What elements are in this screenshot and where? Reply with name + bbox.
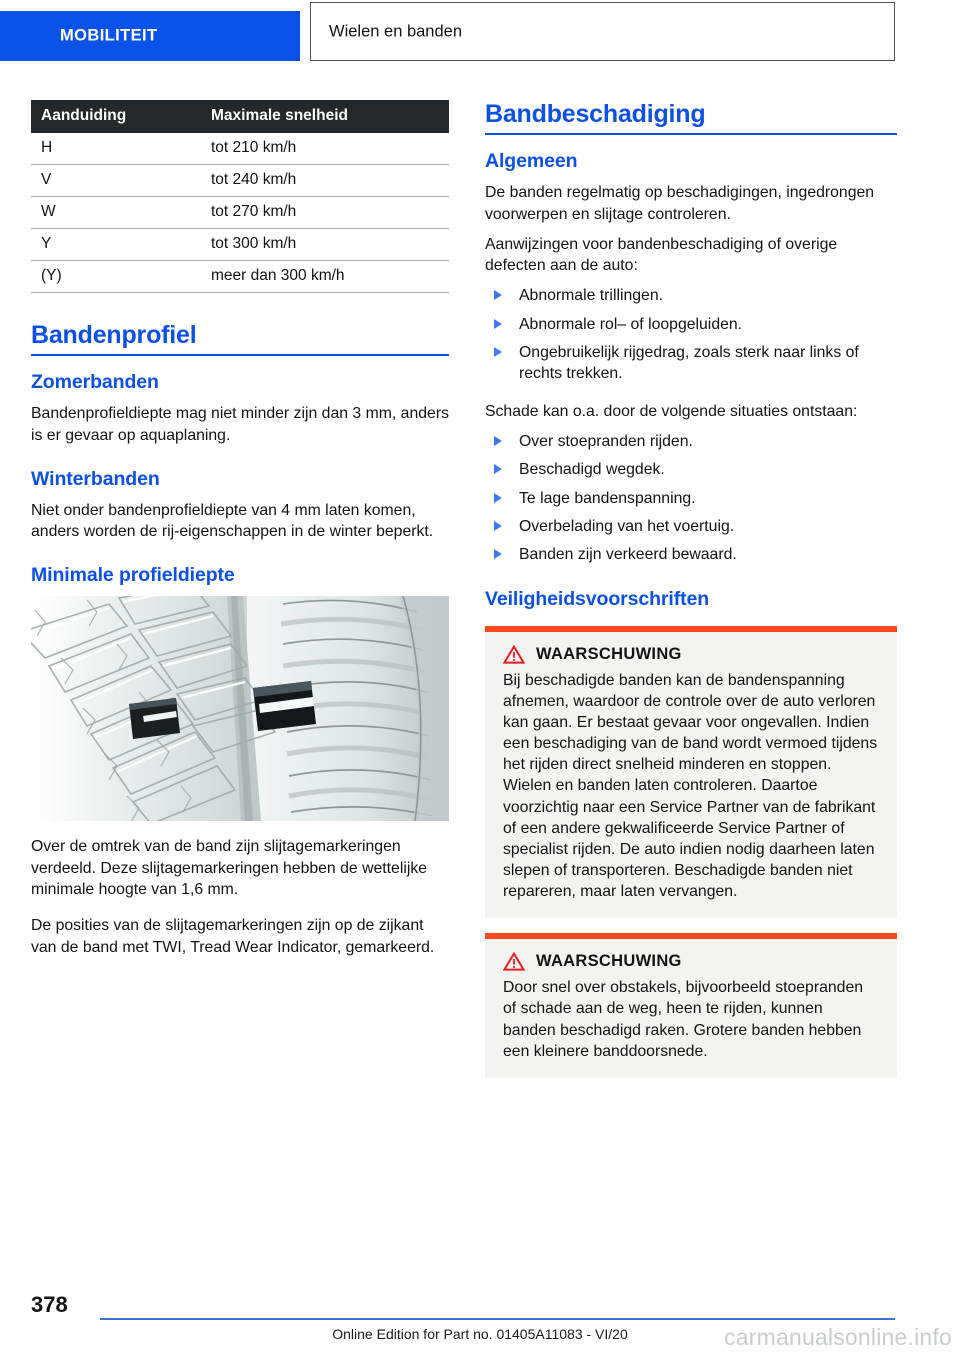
- warning-title-row: [503, 645, 879, 664]
- paragraph-zomerbanden: Bandenprofieldiepte mag niet minder zijn dan 3 mm, anders is er gevaar op aquaplaning.: [31, 405, 449, 444]
- damage-indications-list: [485, 285, 897, 384]
- list-item: [485, 431, 897, 452]
- list-item-label: Abnormale rol– of loopgeluiden.: [519, 315, 743, 333]
- left-column: [31, 100, 449, 958]
- header-chapter-box: [310, 2, 895, 61]
- subheading-zomerbanden: Zomerbanden: [31, 371, 159, 394]
- damage-causes-list: [485, 431, 897, 566]
- page-footer: [0, 1280, 960, 1362]
- list-item: [485, 459, 897, 480]
- table-cell-designation: H: [31, 133, 201, 165]
- page-number: 378: [31, 1292, 68, 1317]
- triangle-bullet-icon: [494, 290, 502, 300]
- triangle-bullet-icon: [494, 436, 502, 446]
- paragraph-twi-position: De posities van de slijtagemarkeringen zijn op de zijkant van de band met TWI, Tread Wear Indicator, gemarkeerd.: [31, 917, 435, 956]
- paragraph-algemeen-1: De banden regelmatig op beschadigingen, ingedrongen voorwerpen en slijtage controleren.: [485, 184, 875, 223]
- header-category-banner: [0, 11, 300, 61]
- warning-box-2: [485, 933, 897, 1078]
- table-cell-speed: tot 240 km/h: [201, 165, 449, 197]
- table-row: [31, 261, 449, 293]
- section-title-bandenprofiel: Bandenprofiel: [31, 321, 197, 349]
- speed-rating-table: [31, 100, 449, 293]
- warning-label: WAARSCHUWING: [536, 952, 682, 971]
- table-header-cell-designation: Aanduiding: [31, 100, 201, 133]
- paragraph-wear-markers: Over de omtrek van de band zijn slijtagemarkeringen verdeeld. Deze slijtagemarkeringen hebben de wettelijke minimale hoogte van 1,6 mm.: [31, 838, 428, 899]
- table-cell-speed: tot 210 km/h: [201, 133, 449, 165]
- list-item-label: Banden zijn verkeerd bewaard.: [519, 546, 737, 564]
- list-item: [485, 516, 897, 537]
- list-item-label: Ongebruikelijk rijgedrag, zoals sterk naar links of rechts trekken.: [519, 344, 859, 383]
- list-item-label: Abnormale trillingen.: [519, 287, 664, 305]
- page-header: [0, 0, 960, 72]
- table-cell-speed: meer dan 300 km/h: [201, 261, 449, 293]
- right-column: [485, 100, 897, 1078]
- header-category-label: MOBILITEIT: [60, 26, 158, 45]
- warning-box-1: [485, 626, 897, 919]
- table-header-row: [31, 100, 449, 133]
- watermark-text: carmanualsonline.info: [724, 1324, 952, 1350]
- warning-text: Bij beschadigde banden kan de bandenspanning afnemen, waardoor de controle over de auto verloren kan gaan. Er bestaat gevaar voor ongevallen. Indien een beschadiging van de band wordt vermoed tijdens het rijden direct snelheid minderen en stoppen. Wielen en banden laten controleren. Daartoe voorzichtig naar een Service Partner van de fabrikant of een andere gekwalificeerde Service Partner of specialist rijden. De auto indien nodig daarheen laten slepen of transporteren. Beschadigde banden niet repareren, maar laten vervangen.: [503, 671, 878, 901]
- list-item-label: Overbelading van het voertuig.: [519, 517, 735, 535]
- table-row: [31, 229, 449, 261]
- header-chapter-label: Wielen en banden: [329, 22, 463, 40]
- paragraph-algemeen-2: Aanwijzingen voor bandenbeschadiging of overige defecten aan de auto:: [485, 235, 838, 275]
- table-cell-designation: (Y): [31, 261, 201, 293]
- warning-text: Door snel over obstakels, bijvoorbeeld stoepranden of schade aan de weg, heen te rijden, kunnen banden beschadigd raken. Grotere banden hebben een kleinere banddoorsnede.: [503, 979, 864, 1060]
- list-item: [485, 342, 897, 385]
- list-item: [485, 285, 897, 306]
- section-title-bandbeschadiging: Bandbeschadiging: [485, 100, 706, 128]
- table-cell-designation: W: [31, 197, 201, 229]
- list-item: [485, 544, 897, 565]
- footer-rule: [100, 1318, 895, 1320]
- subheading-winterbanden: Winterbanden: [31, 467, 160, 490]
- table-header-cell-max-speed: Maximale snelheid: [201, 100, 449, 133]
- subheading-veiligheidsvoorschriften: Veiligheidsvoorschriften: [485, 587, 710, 610]
- table-row: [31, 133, 449, 165]
- list-item: [485, 488, 897, 509]
- warning-title-row: [503, 952, 879, 971]
- list-item-label: Beschadigd wegdek.: [519, 461, 665, 479]
- subheading-algemeen: Algemeen: [485, 150, 578, 173]
- table-row: [31, 197, 449, 229]
- paragraph-damage-causes-intro: Schade kan o.a. door de volgende situaties ontstaan:: [485, 402, 858, 420]
- triangle-bullet-icon: [494, 319, 502, 329]
- table-cell-speed: tot 270 km/h: [201, 197, 449, 229]
- warning-triangle-icon: [503, 645, 525, 664]
- tire-tread-illustration: [31, 596, 449, 821]
- list-item: [485, 314, 897, 335]
- list-item-label: Te lage bandenspanning.: [519, 489, 696, 507]
- table-cell-designation: V: [31, 165, 201, 197]
- table-row: [31, 165, 449, 197]
- table-cell-speed: tot 300 km/h: [201, 229, 449, 261]
- list-item-label: Over stoepranden rijden.: [519, 433, 693, 450]
- triangle-bullet-icon: [494, 464, 502, 474]
- paragraph-winterbanden: Niet onder bandenprofieldiepte van 4 mm laten komen, anders worden de rij-eigenschappen in de winter beperkt.: [31, 501, 434, 541]
- table-cell-designation: Y: [31, 229, 201, 261]
- triangle-bullet-icon: [494, 549, 502, 559]
- footer-edition-text: Online Edition for Part no. 01405A11083 - VI/20: [332, 1326, 628, 1342]
- triangle-bullet-icon: [494, 521, 502, 531]
- warning-triangle-icon: [503, 952, 525, 971]
- triangle-bullet-icon: [494, 493, 502, 503]
- triangle-bullet-icon: [494, 347, 502, 357]
- subheading-minimale-profieldiepte: Minimale profieldiepte: [31, 564, 235, 587]
- warning-label: WAARSCHUWING: [536, 644, 682, 663]
